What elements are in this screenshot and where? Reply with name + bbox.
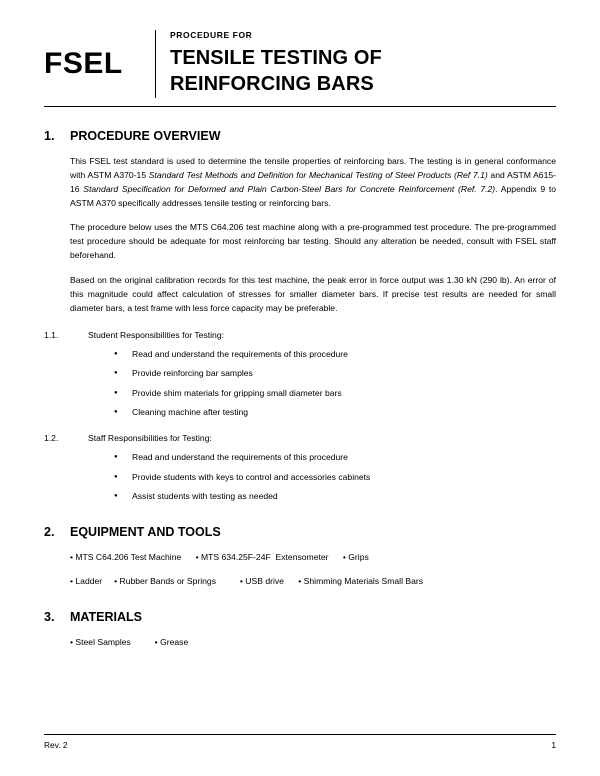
list-item: ● Assist students with testing as needed <box>114 490 556 503</box>
paragraph-1-3: Based on the original calibration records for this test machine, the peak error in force output was 1.30 kN (290 lb). An error of this magnitude could affect calculation of stresses for smaller diameter bars. If precise test results are needed for small diameter bars, a test frame with less force capacity may be preferable. <box>70 275 556 314</box>
list-item: ● Cleaning machine after testing <box>114 406 556 419</box>
title-block <box>156 30 556 98</box>
document-footer <box>44 734 556 750</box>
list-item: ● Read and understand the requirements of this procedure <box>114 348 556 361</box>
doc-title-line-2: REINFORCING BARS <box>170 73 374 96</box>
doc-title-line-1: TENSILE TESTING OF <box>170 47 382 69</box>
section-number-3: 3. <box>44 609 55 624</box>
subsection-heading-1-1 <box>44 330 556 340</box>
page-number: 1 <box>551 740 556 750</box>
bullet-list-1-1 <box>114 348 556 419</box>
page-title <box>170 45 556 98</box>
text-run-italic: Standard Specification for Deformed and Plain Carbon-Steel Bars for Concrete Reinforcement (Ref. 7.2) <box>83 183 496 194</box>
list-item: ● Provide shim materials for gripping small diameter bars <box>114 387 556 400</box>
subsection-heading-1-2 <box>44 433 556 443</box>
section-title-2: EQUIPMENT AND TOOLS <box>70 525 221 540</box>
subsection-title-1-2: Staff Responsibilities for Testing: <box>88 433 212 444</box>
logo-text: FSEL <box>44 46 123 80</box>
materials-row-1: • Steel Samples • Grease <box>70 636 189 647</box>
section-1-body <box>70 155 556 316</box>
text-run: This FSEL test standard is used to determine the tensile properties of reinforcing bars. The testing is in general conformance with ASTM A370-15 <box>70 155 556 180</box>
section-number-1: 1. <box>44 128 55 143</box>
section-title-3: MATERIALS <box>70 609 142 624</box>
list-item: ● Read and understand the requirements of this procedure <box>114 451 556 464</box>
section-heading-3 <box>44 610 556 624</box>
text-run-italic: Standard Test Methods and Definition for Mechanical Testing of Steel Products (Ref 7.1) <box>148 169 488 180</box>
subsection-title-1-1: Student Responsibilities for Testing: <box>88 330 224 340</box>
section-number-2: 2. <box>44 525 55 540</box>
document-header <box>44 30 556 107</box>
revision-label: Rev. 2 <box>44 740 68 750</box>
fsel-logo <box>44 30 156 98</box>
text-run: . Appendix 9 to ASTM A370 specifically addresses tensile testing or reinforcing bars. <box>70 183 557 208</box>
procedure-for-label: PROCEDURE FOR <box>170 30 253 40</box>
list-item: ● Provide students with keys to control and accessories cabinets <box>114 471 556 484</box>
equipment-row-1: • MTS C64.206 Test Machine • MTS 634.25F-24F Extensometer • Grips <box>70 552 369 563</box>
subsection-number-1-1: 1.1. <box>44 330 59 340</box>
paragraph-1-2: The procedure below uses the MTS C64.206 test machine along with a pre-programmed test procedure. The pre-programmed test procedure should be adequate for most reinforcing bar testing. Should any alteration be needed, consult with FSEL staff beforehand. <box>70 222 556 261</box>
list-item: ● Provide reinforcing bar samples <box>114 367 556 380</box>
section-heading-1 <box>44 129 556 143</box>
subsection-number-1-2: 1.2. <box>44 433 59 444</box>
paragraph-1-1 <box>70 155 556 211</box>
equipment-row-2: • Ladder • Rubber Bands or Springs • USB drive • Shimming Materials Small Bars <box>70 576 424 587</box>
section-heading-2 <box>44 525 556 539</box>
section-title-1: PROCEDURE OVERVIEW <box>70 128 221 143</box>
text-run: and ASTM A615-16 <box>70 169 557 194</box>
bullet-list-1-2 <box>114 451 556 503</box>
